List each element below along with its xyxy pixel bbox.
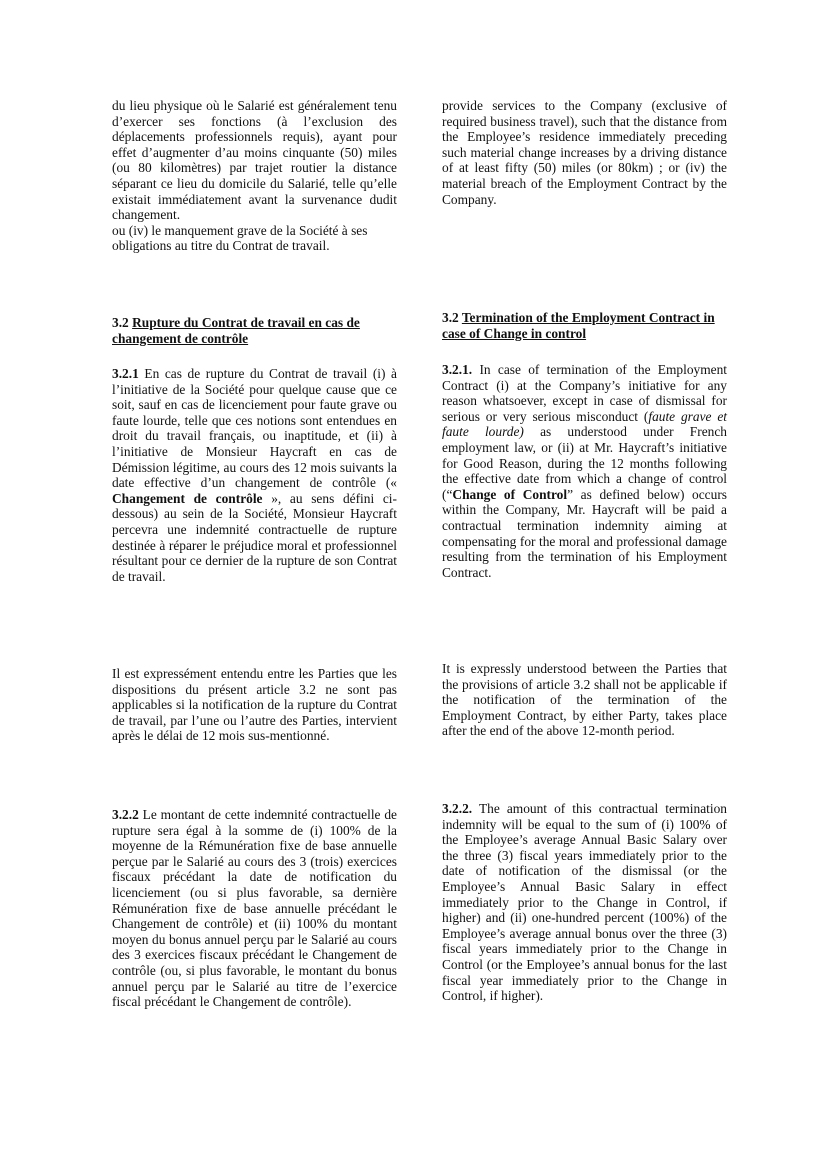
fr-section-heading: 3.2 Rupture du Contrat de travail en cas de changement de contrôle	[112, 315, 360, 346]
en-paragraph-3-2-2: 3.2.2. The amount of this contractual termination indemnity will be equal to the sum of (i) 100% of the Employee’s average Annual Basic Salary over the three (3) fiscal years immediately prior to the date of notification of the dismissal (or the Employee’s Annual Basic Salary in effect immediately prior to the Change in Control, if higher) and (ii) one-hundred percent (100%) of the Employee’s average annual bonus over the three (3) fiscal years immediately prior to the Change in Control (or the Employee’s annual bonus for the last fiscal year immediately prior to the Change in Control, if higher).	[442, 801, 727, 1004]
fr-paragraph-expressly: Il est expressément entendu entre les Parties que les dispositions du présent article 3.2 ne sont pas applicables si la notification de la rupture du Contrat de travail, par l’une ou l’autre des Parties, intervient après le délai de 12 mois sus-mentionné.	[112, 666, 397, 744]
en-paragraph-expressly: It is expressly understood between the Parties that the provisions of article 3.2 shall not be applicable if the notification of the termination of the Employment Contract, by either Party, takes place after the end of the above 12-month period.	[442, 661, 727, 739]
fr-continuation-paragraph: du lieu physique où le Salarié est généralement tenu d’exercer ses fonctions (à l’exclusion des déplacements professionnels requis), ayant pour effet d’augmenter d’au moins cinquante (50) miles (ou 80 kilomètres) par trajet routier la distance séparant ce lieu du domicile du Salarié, telle qu’elle existait immédiatement avant la survenance dudit changement. ou (iv) le manquement grave de la Société à ses obligations au titre du Contrat de travail.	[112, 98, 397, 254]
en-continuation-paragraph: provide services to the Company (exclusive of required business travel), such that the distance from the Employee’s residence immediately preceding such material change increases by a driving distance of at least fifty (50) miles (or 80km) ; or (iv) the material breach of the Employment Contract by the Company.	[442, 98, 727, 207]
fr-paragraph-3-2-2: 3.2.2 Le montant de cette indemnité contractuelle de rupture sera égal à la somme de (i) 100% de la moyenne de la Rémunération fixe de base annuelle perçue par le Salarié au cours des 3 (trois) exercices fiscaux précédant la date de notification du licenciement (ou si plus favorable, sa dernière Rémunération fixe de base annuelle précédant le Changement de contrôle) et (ii) 100% du montant moyen du bonus annuel perçu par le Salarié au cours des 3 exercices fiscaux précédant le Changement de contrôle (ou, si plus favorable, le montant du bonus annuel perçu par le Salarié au titre de l’exercice fiscal précédant le Changement de contrôle).	[112, 807, 397, 1010]
en-paragraph-3-2-1: 3.2.1. In case of termination of the Employment Contract (i) at the Company’s initiative for any reason whatsoever, except in case of dismissal for serious or very serious misconduct (faute grave et faute lourde) as understood under French employment law, or (ii) at Mr. Haycraft’s initiative for Good Reason, during the 12 months following the effective date from which a change of control (“Change of Control” as defined below) occurs within the Company, Mr. Haycraft will be paid a contractual termination indemnity aiming at compensating for the moral and professional damage resulting from the termination of his Employment Contract.	[442, 362, 727, 580]
en-section-heading: 3.2 Termination of the Employment Contract in case of Change in control	[442, 310, 715, 341]
fr-paragraph-3-2-1: 3.2.1 En cas de rupture du Contrat de travail (i) à l’initiative de la Société pour quelque cause que ce soit, sauf en cas de licenciement pour faute grave ou faute lourde, telle que ces notions sont entendues en droit du travail français, ou inaptitude, et (ii) à l’initiative de Monsieur Haycraft en cas de Démission légitime, au cours des 12 mois suivants la date effective d’un changement de contrôle (« Changement de contrôle », au sens défini ci-dessous) au sein de la Société, Monsieur Haycraft percevra une indemnité contractuelle de rupture destinée à réparer le préjudice moral et professionnel résultant pour ce dernier de la rupture de son Contrat de travail.	[112, 366, 398, 584]
